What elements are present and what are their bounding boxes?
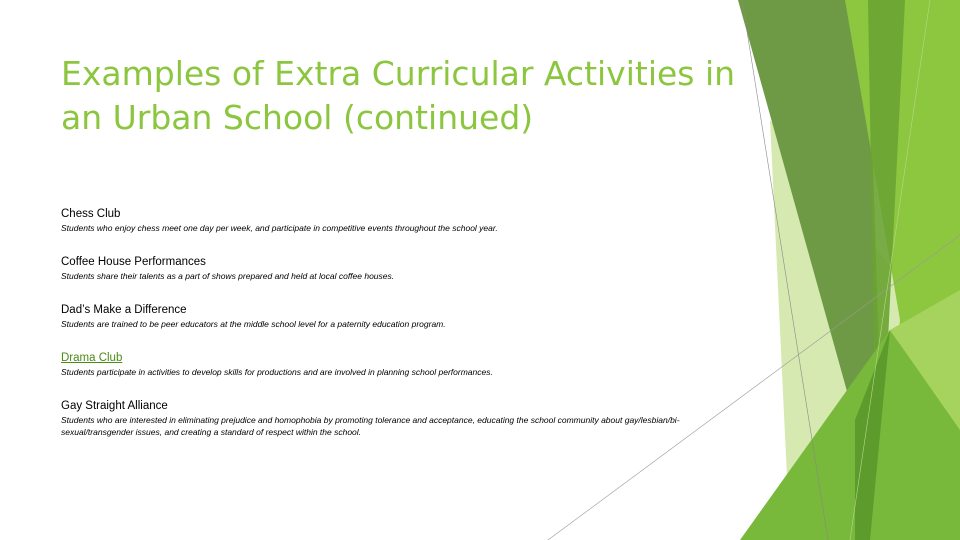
activity-item-dads-make-a-difference [61, 303, 701, 351]
activity-description: Students who enjoy chess meet one day per week, and participate in competitive events throughout the school year. [61, 223, 498, 233]
activity-list [61, 207, 701, 447]
activity-name: Dad’s Make a Difference [61, 304, 187, 316]
activity-description: Students who are interested in eliminating prejudice and homophobia by promoting tolerance and acceptance, educating the school community about gay/lesbian/bi-sexual/transgender issues, and creating a standard of respect within the school. [61, 415, 680, 437]
activity-item-coffee-house [61, 255, 701, 303]
activity-name: Coffee House Performances [61, 256, 206, 268]
activity-item-gay-straight-alliance [61, 399, 701, 447]
activity-name: Chess Club [61, 208, 121, 220]
drama-club-link[interactable]: Drama Club [61, 352, 123, 364]
slide-title: Examples of Extra Curricular Activities in an Urban School (continued) [61, 54, 736, 137]
activity-name: Gay Straight Alliance [61, 400, 168, 412]
activity-item-chess-club [61, 207, 701, 255]
activity-description: Students participate in activities to develop skills for productions and are involved in planning school performances. [61, 367, 493, 377]
activity-description: Students are trained to be peer educators at the middle school level for a paternity education program. [61, 319, 446, 329]
activity-description: Students share their talents as a part of shows prepared and held at local coffee houses. [61, 271, 395, 281]
activity-item-drama-club [61, 351, 701, 399]
